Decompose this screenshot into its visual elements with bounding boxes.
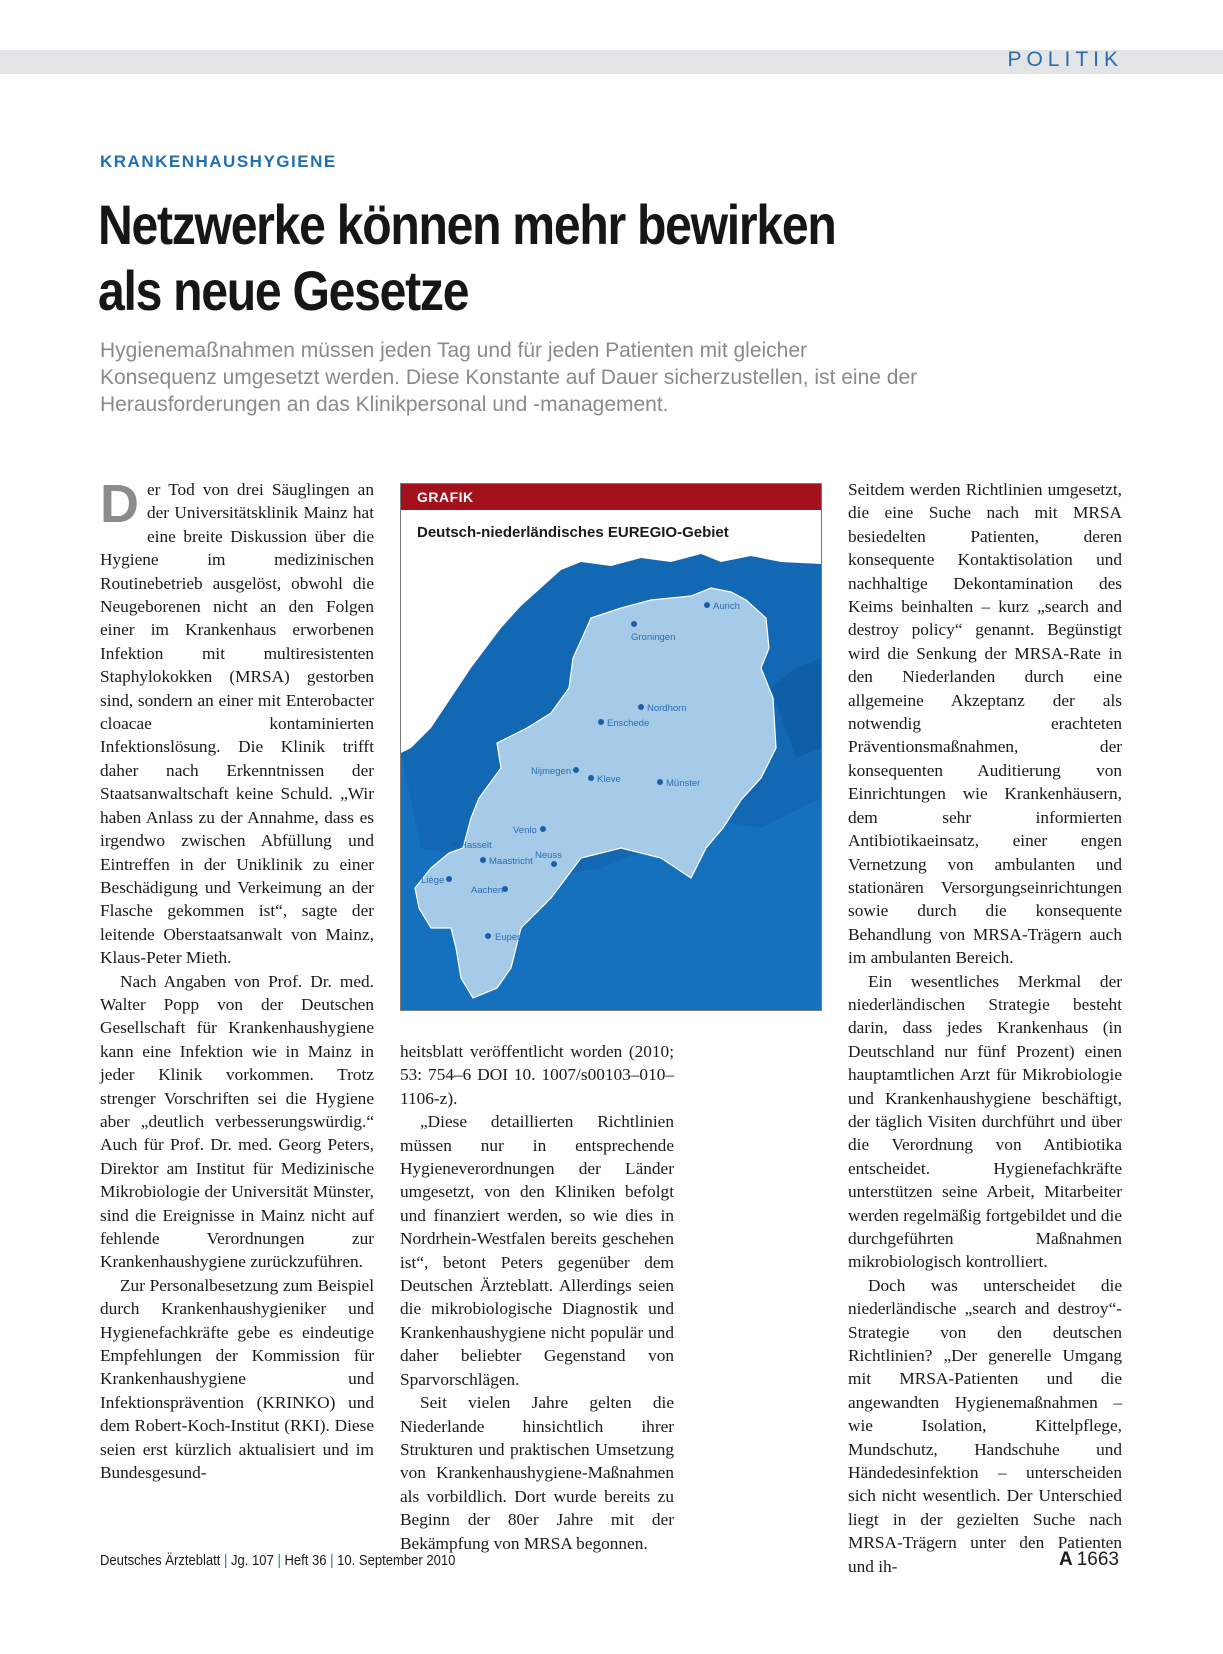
city-dot-liege [446, 876, 452, 882]
city-label-nijmegen: Nijmegen [531, 766, 572, 777]
city-label-liege: Liège [421, 875, 445, 886]
page-number [1059, 1549, 1119, 1571]
city-dot-eupen [485, 933, 491, 939]
article-deck: Hygienemaßnahmen müssen jeden Tag und für jeden Patienten mit gleicher Konsequenz umgesetzt werden. Diese Konstante auf Dauer sicherzustellen, ist eine der Herausforderungen an das Klinikpersonal und -management. [100, 339, 918, 416]
paragraph: Seitdem werden Richtlinien umgesetzt, die eine Suche nach mit MRSA besiedelten Patienten, deren konsequente Kontaktisolation und nachhaltige Dekontamination des Keims beinhalten – kurz „search and destroy policy“ genannt. Begünstigt wird die Senkung der MRSA-Rate in den Niederlanden durch eine allgemeine Akzeptanz der als notwendig erachteten Präventionsmaßnahmen, der konsequenten Auditierung von Einrichtungen wie Krankenhäusern, dem sehr informierten Antibiotikaeinsatz, einer engen Vernetzung von ambulanten und stationären Versorgungseinrichtungen sowie durch die konsequente Behandlung von MRSA-Trägern auch im ambulanten Bereich. [848, 480, 1122, 968]
city-dot-maastricht [480, 857, 486, 863]
headline-line-2: als neue Gesetze [98, 259, 469, 322]
figure-title: Deutsch-niederländisches EUREGIO-Gebiet [417, 524, 729, 541]
city-dot-groningen [631, 621, 637, 627]
divider: | [330, 1553, 334, 1569]
city-label-maastricht: Maastricht [489, 856, 533, 867]
euregio-map [401, 548, 821, 1010]
map-figure [400, 483, 822, 1011]
divider: | [224, 1553, 228, 1569]
city-label-aurich: Aurich [713, 601, 740, 612]
footer-citation [100, 1553, 455, 1569]
city-label-eupen: Eupen [495, 932, 523, 943]
city-dot-neuss [551, 861, 557, 867]
city-label-neuss: Neuss [535, 850, 562, 861]
paragraph: Zur Personalbesetzung zum Beispiel durch Krankenhaushygieniker und Hygienefachkräfte gebe es eindeutige Empfehlungen der Kommission für Krankenhaushygiene und Infektionsprävention (KRINKO) und dem Robert-Koch-Institut (RKI). Diese seien erst kürzlich aktualisiert und im Bundesgesund- [100, 1275, 374, 1483]
paragraph: Ein wesentliches Merkmal der niederländischen Strategie besteht darin, dass jedes Krankenhaus (in Deutschland nur fünf Prozent) einen hauptamtlichen Arzt für Mikrobiologie und Krankenhaushygiene beschäftigt, der täglich Visiten durchführt und über die Verordnung von Antibiotika entscheidet. Hygienefachkräfte unterstützen seine Arbeit, Mitarbeiter werden regelmäßig fortgebildet und die durchgeführten Maßnahmen mikrobiologisch kontrolliert. [848, 971, 1122, 1272]
city-dot-kleve [588, 775, 594, 781]
article-headline [98, 192, 941, 324]
city-label-enschede: Enschede [607, 718, 650, 729]
text-column-1 [100, 474, 374, 1484]
text-column-3 [848, 478, 1122, 1578]
city-dot-muenster [657, 779, 663, 785]
figure-tag: GRAFIK [401, 484, 821, 510]
paragraph: Seit vielen Jahre gelten die Niederlande hinsichtlich ihrer Strukturen und praktischen Umsetzung von Krankenhaushygiene-Maßnahmen als vorbildlich. Dort wurde bereits zu Beginn der 80er Jahre mit der Bekämpfung von MRSA begonnen. [400, 1393, 674, 1553]
headline-line-1: Netzwerke können mehr bewirken [98, 193, 836, 256]
page-value: 1663 [1076, 1549, 1119, 1570]
paragraph: heitsblatt veröffentlicht worden (2010; 53: 754–6 DOI 10. 1007/s00103–010–1106-z). [400, 1042, 674, 1108]
paragraph: Nach Angaben von Prof. Dr. med. Walter Popp von der Deutschen Gesellschaft für Krankenhaushygiene kann eine Infektion wie in Mainz in jeder Klinik vorkommen. Trotz strenger Vorschriften sei die Hygiene aber „deutlich verbesserungswürdig.“ Auch für Prof. Dr. med. Georg Peters, Direktor am Institut für Medizinische Mikrobiologie der Universität Münster, sind die Ereignisse in Mainz nicht auf fehlende Verordnungen zur Krankenhaushygiene zurückzuführen. [100, 971, 374, 1272]
journal-name: Deutsches Ärzteblatt [100, 1553, 221, 1569]
paragraph-text: er Tod von drei Säuglingen an der Universitätsklinik Mainz hat eine breite Diskussion über die Hygiene im medizinischen Routinebetrieb ausgelöst, obwohl die Neugeborenen nicht an den Folgen einer im Krankenhaus erworbenen Infektion mit multiresistenten Staphylokokken (MRSA) gestorben sind, sondern an einer mit Enterobacter cloacae kontaminierten Infektionslösung. Die Klinik trifft daher nach Erkenntnissen der Staatsanwaltschaft keine Schuld. „Wir haben Anlass zu der Annahme, dass es irgendwo zwischen Abfüllung und Eintreffen in der Uniklinik zu einer Beschädigung und Verkeimung an der Flasche gekommen ist“, sagte der leitende Oberstaatsanwalt von Mainz, Klaus-Peter Mieth. [100, 480, 374, 968]
city-label-muenster: Münster [666, 778, 701, 789]
divider: | [277, 1553, 281, 1569]
city-dot-venlo [540, 826, 546, 832]
issue: Heft 36 [284, 1553, 327, 1569]
paragraph [100, 474, 374, 970]
city-label-kleve: Kleve [597, 774, 621, 785]
city-dot-aurich [704, 602, 710, 608]
paragraph: Doch was unterscheidet die niederländische „search and destroy“-Strategie von den deutschen Richtlinien? „Der generelle Umgang mit MRSA-Patienten und die angewandten Hygienemaßnahmen – wie Isolation, Kittelpflege, Mundschutz, Handschuhe und Händedesinfektion – unterscheiden sich nicht wesentlich. Der Unterschied liegt in der gezielten Suche nach MRSA-Trägern unter den Patienten und ih- [848, 1275, 1122, 1576]
drop-cap: D [100, 474, 139, 534]
city-dot-nijmegen [573, 767, 579, 773]
city-dot-enschede [598, 719, 604, 725]
city-dot-hasselt [451, 841, 457, 847]
city-label-aachen: Aachen [471, 885, 504, 896]
city-label-hasselt: Hasselt [460, 840, 492, 851]
text-column-2 [400, 1040, 674, 1555]
section-label: POLITIK [1007, 48, 1123, 71]
city-dot-nordhorn [638, 704, 644, 710]
city-label-venlo: Venlo [513, 825, 537, 836]
volume: Jg. 107 [231, 1553, 274, 1569]
page-prefix: A [1058, 1549, 1073, 1570]
issue-date: 10. September 2010 [337, 1553, 456, 1569]
city-label-groningen: Groningen [631, 632, 676, 643]
city-label-nordhorn: Nordhorn [647, 703, 687, 714]
paragraph: „Diese detaillierten Richtlinien müssen nur in entsprechende Hygieneverordnungen der Länder umgesetzt, von den Kliniken befolgt und finanziert werden, so wie dies in Nordrhein-Westfalen bereits geschehen ist“, betont Peters gegenüber dem Deutschen Ärzteblatt. Allerdings seien die mikrobiologische Diagnostik und Krankenhaushygiene nicht populär und daher beliebter Gegenstand von Sparvorschlägen. [400, 1112, 674, 1389]
article-kicker: KRANKENHAUSHYGIENE [100, 152, 337, 171]
